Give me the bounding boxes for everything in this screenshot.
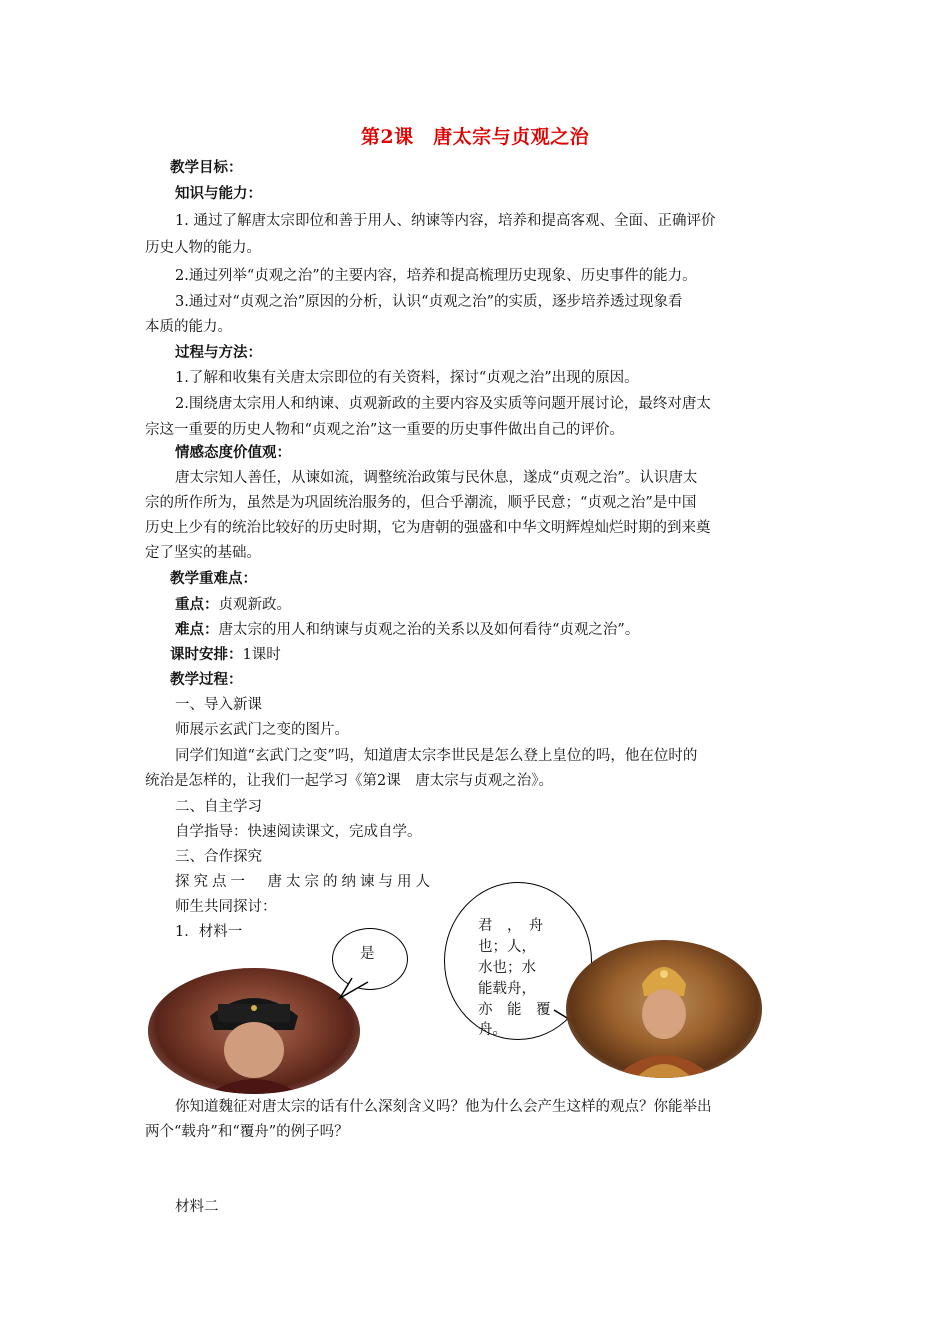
keypoint-difficulty <box>175 620 845 640</box>
left-bubble-text: 是 <box>360 946 375 962</box>
knowledge-item-2: 2.通过列举“贞观之治”的主要内容，培养和提高梳理历史现象、历史事件的能力。 <box>175 268 697 284</box>
section-1-line-b1: 同学们知道“玄武门之变”吗，知道唐太宗李世民是怎么登上皇位的吗，他在位时的 <box>175 748 698 764</box>
keypoint-difficulty-label: 难点： <box>175 621 219 638</box>
emotion-line-3: 历史上少有的统治比较好的历史时期，它为唐朝的强盛和中华文明辉煌灿烂时期的到来奠 <box>145 520 711 536</box>
process-item-2b: 宗这一重要的历史人物和“贞观之治”这一重要的历史事件做出自己的评价。 <box>145 422 624 438</box>
knowledge-item-1b: 历史人物的能力。 <box>145 240 261 256</box>
knowledge-heading: 知识与能力： <box>175 185 262 202</box>
keypoints-heading: 教学重难点： <box>170 570 257 587</box>
left-bubble-tail <box>338 972 378 1002</box>
section-2-heading: 二、自主学习 <box>175 799 262 815</box>
knowledge-item-3b: 本质的能力。 <box>145 319 232 335</box>
keypoint-key-text: 贞观新政。 <box>218 597 291 613</box>
schedule-value: 1课时 <box>242 647 281 663</box>
right-bubble-line-5: 亦 能 覆 <box>478 1002 551 1018</box>
process-item-2a: 2.围绕唐太宗用人和纳谏、贞观新政的主要内容及实质等问题开展讨论，最终对唐太 <box>175 396 711 412</box>
right-bubble-line-1: 君 ， 舟 <box>478 918 544 934</box>
question-line-2: 两个“载舟”和“覆舟”的例子吗？ <box>145 1124 349 1140</box>
emperor-portrait-image <box>566 940 762 1078</box>
right-bubble-line-6: 舟。 <box>478 1022 507 1038</box>
knowledge-item-1a: 1. 通过了解唐太宗即位和善于用人、纳谏等内容，培养和提高客观、全面、正确评价 <box>175 213 716 229</box>
schedule <box>170 645 840 665</box>
official-portrait-image <box>148 968 360 1094</box>
keypoint-key <box>175 595 845 615</box>
section-1-line-a: 师展示玄武门之变的图片。 <box>175 722 349 738</box>
right-bubble-line-4: 能载舟， <box>478 981 536 997</box>
process-heading: 过程与方法： <box>175 344 262 361</box>
material-2-label: 材料二 <box>175 1199 219 1215</box>
emotion-line-2: 宗的所作所为，虽然是为巩固统治服务的，但合乎潮流，顺乎民意；“贞观之治”是中国 <box>145 495 697 511</box>
section-1-heading: 一、导入新课 <box>175 697 262 713</box>
official-figure-icon <box>148 968 360 1094</box>
emotion-heading: 情感态度价值观： <box>175 444 291 461</box>
section-3-heading: 三、合作探究 <box>175 849 262 865</box>
procedure-heading: 教学过程： <box>170 671 243 688</box>
section-3-line-a: 探究点一 唐太宗的纳谏与用人 <box>175 874 434 890</box>
knowledge-item-3a: 3.通过对“贞观之治”原因的分析，认识“贞观之治”的实质，逐步培养透过现象看 <box>175 294 683 310</box>
section-2-line-a: 自学指导：快速阅读课文，完成自学。 <box>175 824 422 840</box>
keypoint-difficulty-text: 唐太宗的用人和纳谏与贞观之治的关系以及如何看待“贞观之治”。 <box>218 622 640 638</box>
keypoint-key-label: 重点： <box>175 596 219 613</box>
question-line-1: 你知道魏征对唐太宗的话有什么深刻含义吗？他为什么会产生这样的观点？你能举出 <box>175 1099 712 1115</box>
process-item-1: 1.了解和收集有关唐太宗即位的有关资料，探讨“贞观之治”出现的原因。 <box>175 370 639 386</box>
right-bubble-line-2: 也；人， <box>478 939 536 955</box>
page-title: 第2课 唐太宗与贞观之治 <box>360 126 590 148</box>
section-1-line-b2: 统治是怎样的，让我们一起学习《第2课 唐太宗与贞观之治》。 <box>145 773 553 789</box>
goals-heading: 教学目标： <box>170 159 243 176</box>
emperor-figure-icon <box>566 940 762 1078</box>
section-3-line-c: 1．材料一 <box>175 924 243 940</box>
emotion-line-1: 唐太宗知人善任，从谏如流，调整统治政策与民休息，遂成“贞观之治”。认识唐太 <box>175 470 698 486</box>
emotion-line-4: 定了坚实的基础。 <box>145 545 261 561</box>
right-bubble-line-3: 水也；水 <box>478 960 536 976</box>
section-3-line-b: 师生共同探讨： <box>175 899 277 915</box>
schedule-label: 课时安排： <box>170 646 243 663</box>
